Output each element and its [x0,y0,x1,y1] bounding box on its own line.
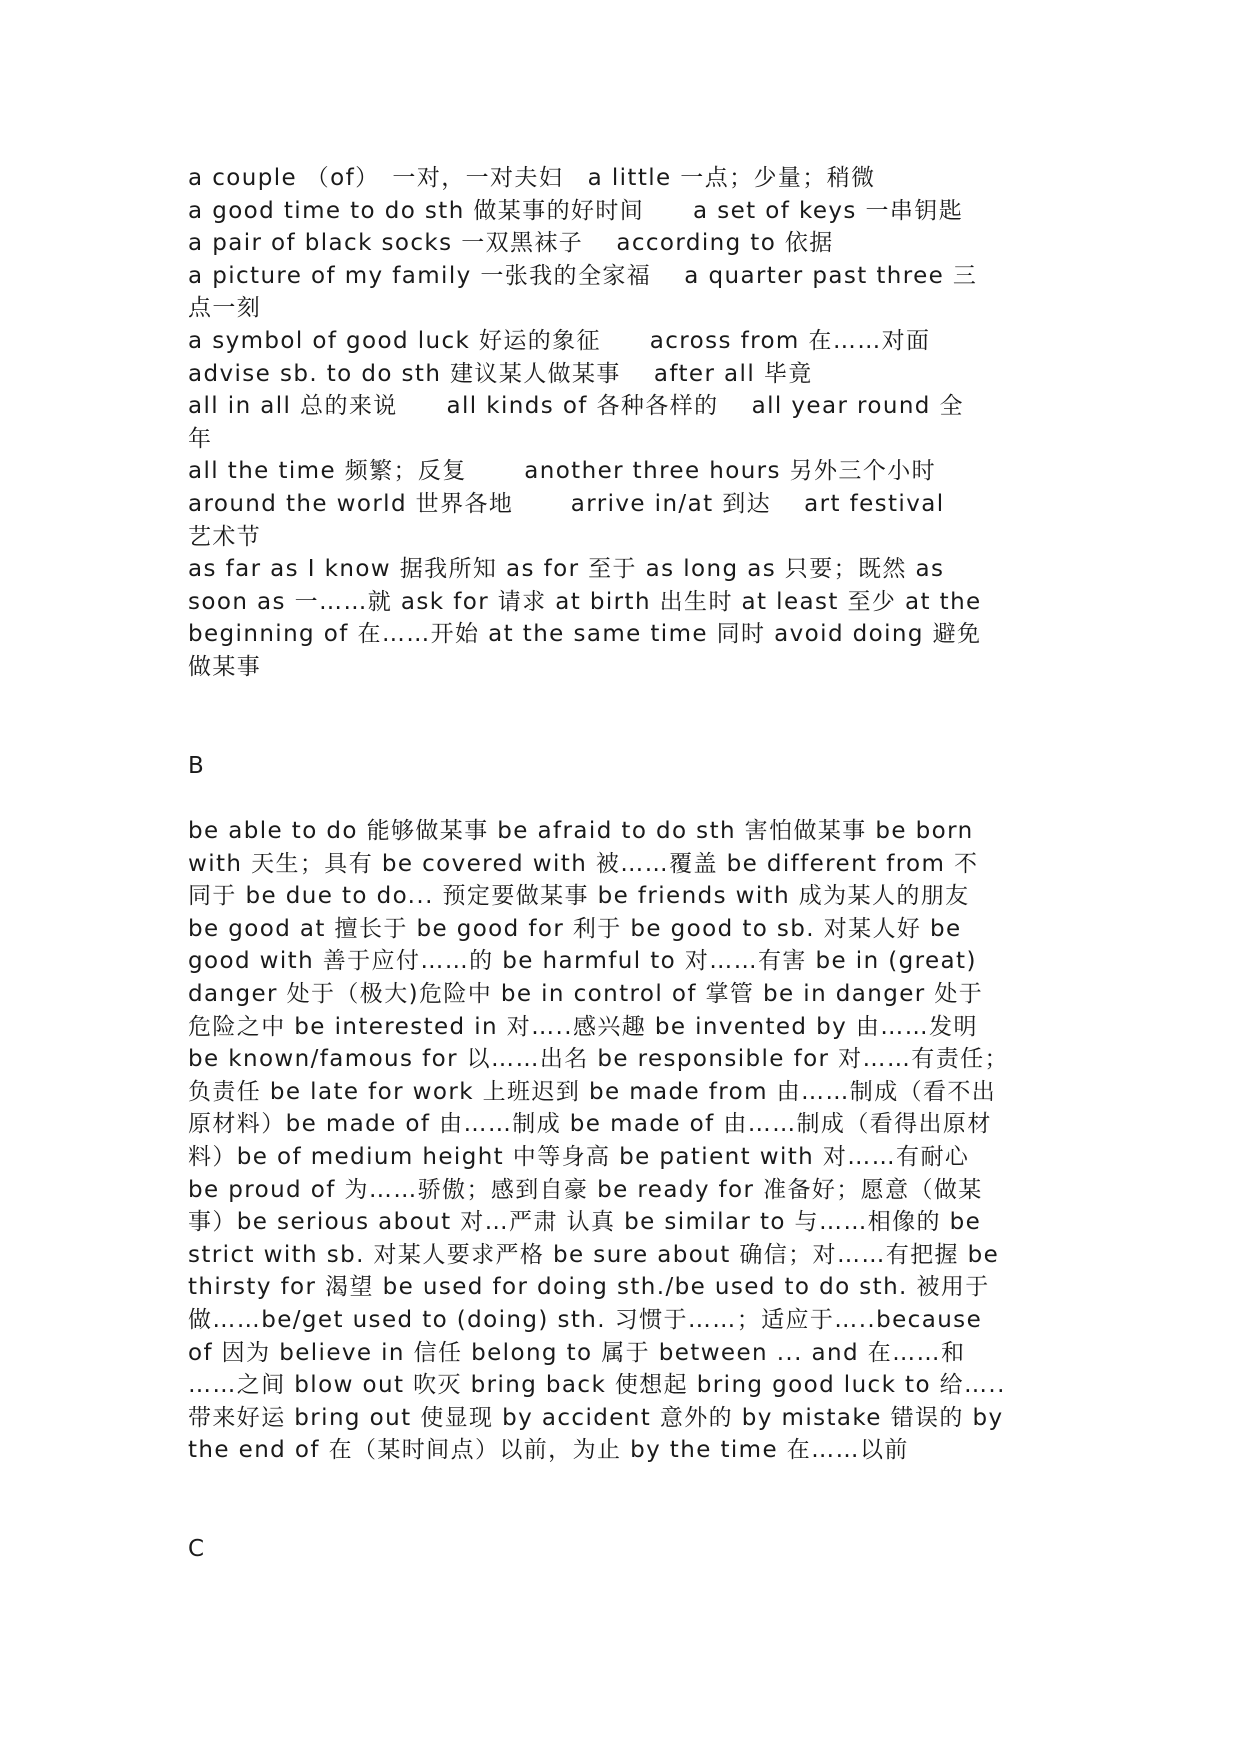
text-line: a good time to do sth 做某事的好时间 a set of keys 一串钥匙 [188,197,964,224]
text-line: 原材料）be made of 由……制成 be made of 由……制成（看得出原材 [188,1111,992,1138]
text-line: 事）be serious about 对…严肃 认真 be similar to 与……相像的 be [188,1209,982,1236]
text-line: danger 处于（极大)危险中 be in control of 掌管 be in danger 处于 [188,981,984,1008]
text-line: with 天生；具有 be covered with 被……覆盖 be different from 不 [188,850,979,877]
text-line: a couple （of） 一对，一对夫妇 a little 一点；少量；稍微 [188,165,876,191]
text-line: be known/famous for 以……出名 be responsible for 对……有责任； [188,1046,1009,1073]
text-line: all the time 频繁；反复 another three hours 另外三个小时 [188,458,937,485]
text-line: 危险之中 be interested in 对…..感兴趣 be invented by 由……发明 [188,1013,978,1040]
section-gap [188,684,1063,750]
section-heading-b: B [188,752,206,779]
text-line: 带来好运 bring out 使显现 by accident 意外的 by mistake 错误的 by [188,1404,1004,1431]
text-line: advise sb. to do sth 建议某人做某事 after all 毕竟 [188,360,813,387]
text-line: a symbol of good luck 好运的象征 across from 在……对面 [188,327,931,354]
text-line: soon as 一……就 ask for 请求 at birth 出生时 at least 至少 at the [188,588,982,615]
section-b [188,815,1063,1467]
text-line: all in all 总的来说 all kinds of 各种各样的 all year round 全 [188,393,964,420]
text-line: 做某事 [188,653,262,680]
text-line: the end of 在（某时间点）以前，为止 by the time 在……以前 [188,1437,909,1464]
text-line: beginning of 在……开始 at the same time 同时 avoid doing 避免 [188,621,982,648]
text-line: 负责任 be late for work 上班迟到 be made from 由……制成（看不出 [188,1078,997,1105]
section-heading-c: C [188,1535,206,1562]
text-line: thirsty for 渴望 be used for doing sth./be used to do sth. 被用于 [188,1274,990,1301]
text-line: of 因为 believe in 信任 belong to 属于 between ... and 在……和 [188,1339,966,1366]
text-line: 做……be/get used to (doing) sth. 习惯于……；适应于…..because [188,1307,983,1333]
section-a [188,162,1063,684]
text-line: 同于 be due to do... 预定要做某事 be friends with 成为某人的朋友 [188,883,970,910]
text-line: 年 [188,425,213,452]
text-line: ……之间 blow out 吹灭 bring back 使想起 bring good luck to 给….. [188,1372,1006,1399]
text-line: 艺术节 [188,523,262,550]
section-gap [188,1467,1063,1533]
text-line: a pair of black socks 一双黑袜子 according to 依据 [188,230,834,257]
text-line: be proud of 为……骄傲；感到自豪 be ready for 准备好；愿意（做某 [188,1176,983,1203]
text-line: strict with sb. 对某人要求严格 be sure about 确信；对……有把握 be [188,1241,1000,1268]
text-line: around the world 世界各地 arrive in/at 到达 art festival [188,490,945,517]
text-line: good with 善于应付……的 be harmful to 对……有害 be in (great) [188,948,977,975]
text-line: 料）be of medium height 中等身高 be patient with 对……有耐心 [188,1144,970,1171]
text-line: be able to do 能够做某事 be afraid to do sth 害怕做某事 be born [188,818,974,845]
text-line: be good at 擅长于 be good for 利于 be good to sb. 对某人好 be [188,915,962,942]
text-line: a picture of my family 一张我的全家福 a quarter past three 三 [188,262,978,289]
text-line: as far as I know 据我所知 as for 至于 as long as 只要；既然 as [188,556,945,583]
section-gap [188,782,1063,815]
document-page [188,162,1063,1566]
text-line: 点一刻 [188,295,262,322]
